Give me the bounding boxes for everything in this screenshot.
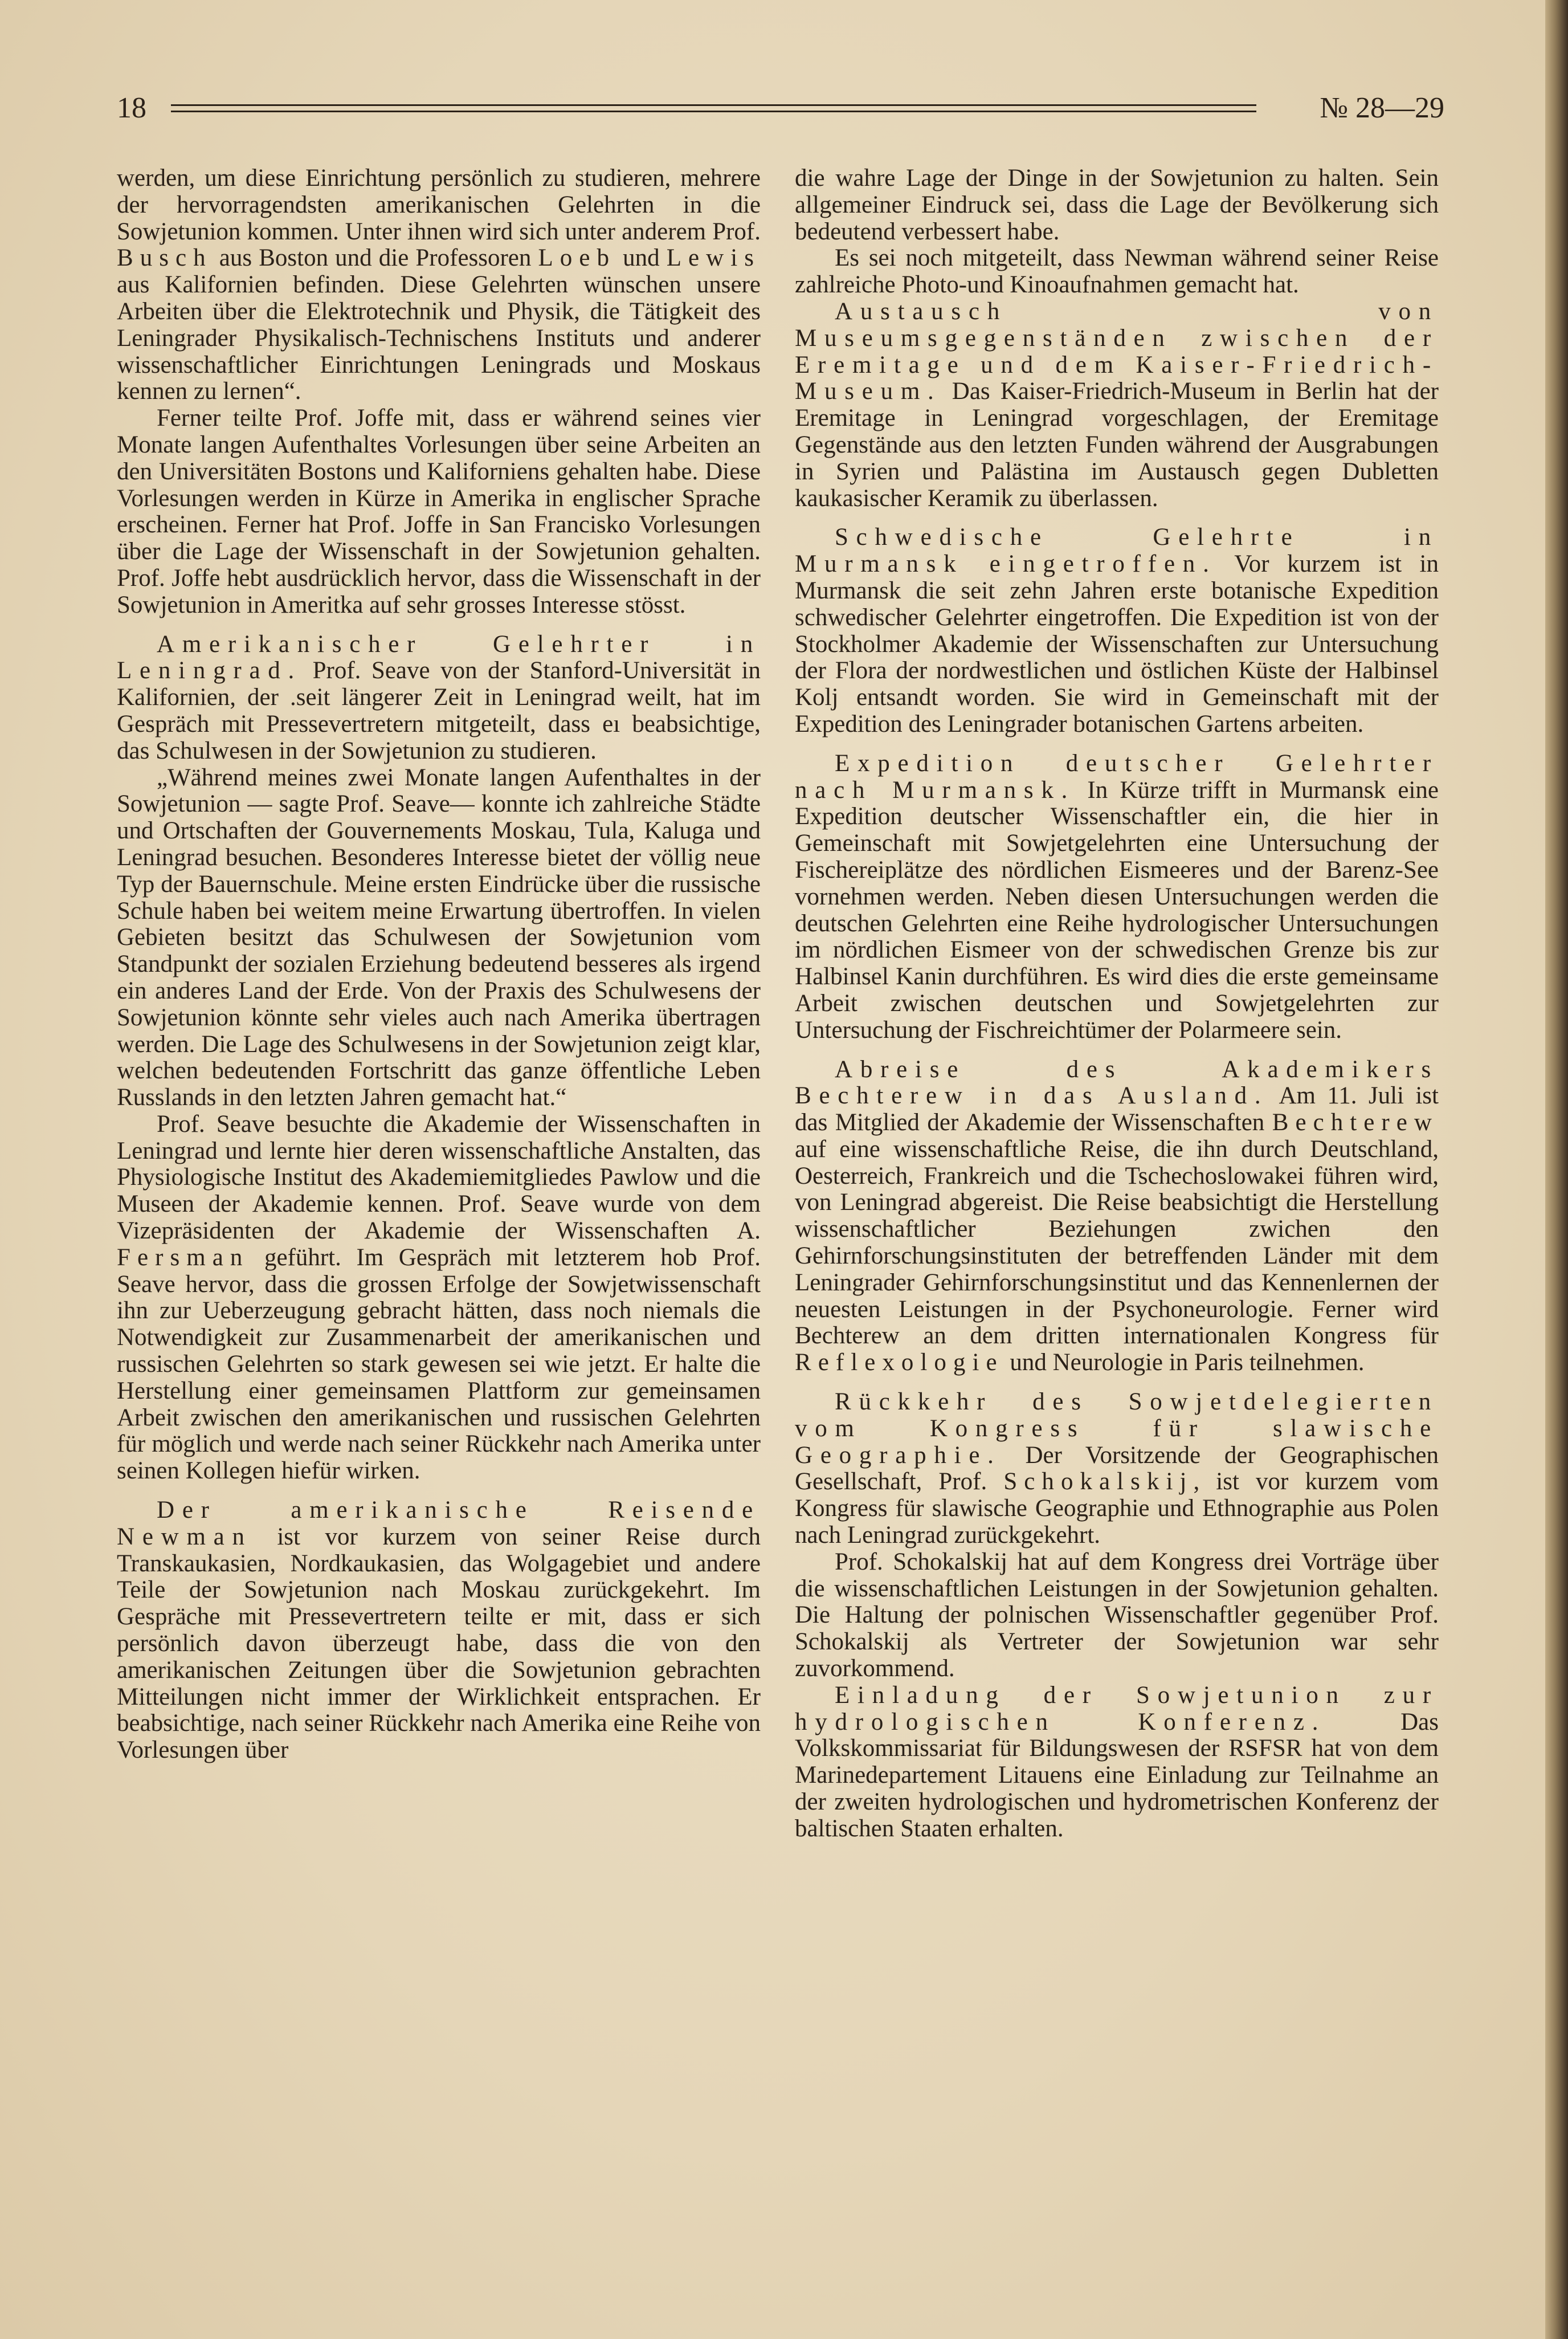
paragraph: werden, um diese Einrichtung persönlich zu studieren, mehrere der hervorragendsten amerikanischen Gelehrten in die Sowjetunion kommen. Unter ihnen wird sich unter anderem Prof. Busch aus Boston und die Professoren Loeb und Lewis aus Kalifornien befinden. Diese Gelehrten wünschen unsere Arbeiten über die Elektrotechnik und Physik, die Tätigkeit des Leningrader Physikalisch-Technischens Instituts und anderer wissenschaftlicher Einrichtungen Leningrads und Moskaus kennen zu lernen“. — [117, 165, 761, 405]
page-edge-shadow — [1545, 0, 1568, 2339]
paragraph: Prof. Seave besuchte die Akademie der Wissenschaften in Leningrad und lernte hier deren wissenschaftliche Anstalten, das Physiologische Institut des Akademiemitgliedes Pawlow und die Museen der Akademie kennen. Prof. Seave wurde von dem Vizepräsidenten der Akademie der Wissenschaften A. Fersman geführt. Im Gespräch mit letzterem hob Prof. Seave hervor, dass die grossen Erfolge der Sowjetwissenschaft ihn zur Ueberzeugung gebracht hätten, dass noch niemals die Notwendigkeit zur Zusammenarbeit der amerikanischen und russischen Gelehrten so stark gewesen sei wie jetzt. Er halte die Herstellung einer gemeinsamen Plattform zur gemeinsamen Arbeit zwischen den amerikanischen und russischen Gelehrten für möglich und werde nach seiner Rückkehr nach Amerika unter seinen Kollegen hiefür wirken. — [117, 1110, 761, 1485]
term: Reflexologie — [795, 1349, 1004, 1376]
news-heading: Austausch von Museumsgegenständen zwischen der Eremitage und dem Kaiser-Friedrich-Museum. — [795, 298, 1439, 405]
page-number: 18 — [117, 92, 146, 124]
person-name: Schokalskij — [1003, 1468, 1194, 1496]
news-heading: Abreise des Akademikers Bechterew in das Ausland. — [795, 1056, 1439, 1110]
header-double-rule — [171, 104, 1256, 112]
news-heading: Expedition deutscher Gelehrter nach Murmansk. — [795, 749, 1439, 804]
paragraph: Prof. Schokalskij hat auf dem Kongress drei Vorträge über die wissenschaftlichen Leistungen in der Sowjetunion gehalten. Die Haltung der polnischen Wissenschaftler gegenüber Prof. Schokalskij als Vertreter der Sowjetunion war sehr zuvorkommend. — [795, 1548, 1439, 1682]
news-item: Schwedische Gelehrte in Murmansk eingetroffen. Vor kurzem ist in Murmansk die seit zehn Jahren erste botanische Expedition schwedischer Gelehrter eingetroffen. Die Expedition ist von der Stockholmer Akademie der Wissenschaften zur Untersuchung der Flora der nordwestlichen und östlichen Küste der Halbinsel Kolj entsandt worden. Sie wird in Gemeinschaft mit der Expedition des Leningrader botanischen Gartens arbeiten. — [795, 524, 1439, 737]
paragraph: Es sei noch mitgeteilt, dass Newman während seiner Reise zahlreiche Photo-und Kinoaufnahmen gemacht hat. — [795, 245, 1439, 299]
page-header — [117, 88, 1444, 128]
right-column — [795, 165, 1439, 1843]
person-name: Lewis — [666, 245, 761, 272]
person-name: Busch — [117, 245, 213, 272]
news-heading: Rückkehr des Sowjetdelegierten vom Kongress für slawische Geographie. — [795, 1388, 1439, 1469]
paragraph: „Während meines zwei Monate langen Aufenthaltes in der Sowjetunion — sagte Prof. Seave— konnte ich zahlreiche Städte und Ortschaften der Gouvernements Moskau, Tula, Kaluga und Leningrad besuchen. Besonderes Interesse bietet der völlig neue Typ der Bauernschule. Meine ersten Eindrücke über die russische Schule haben bei weitem meine Erwartung übertroffen. In vielen Gebieten besitzt das Schulwesen der Sowjetunion vom Standpunkt der sozialen Erziehung bedeutend besseres als irgend ein anderes Land der Erde. Von der Praxis des Schulwesens der Sowjetunion könnte sehr vieles auch nach Amerika übertragen werden. Die Lage des Schulwesens in der Sowjetunion zeigt klar, welchen bedeutenden Fortschritt das ganze öffentliche Leben Russlands in den letzten Jahren gemacht hat.“ — [117, 764, 761, 1111]
paragraph: Ferner teilte Prof. Joffe mit, dass er während seines vier Monate langen Aufenthaltes Vorlesungen über seine Arbeiten an den Universitäten Bostons und Kaliforniens gehalten habe. Diese Vorlesungen werden in Kürze in Amerika in englischer Sprache erscheinen. Ferner hat Prof. Joffe in San Francisko Vorlesungen über die Lage der Wissenschaft in der Sowjetunion gehalten. Prof. Joffe hebt ausdrücklich hervor, dass die Wissenschaft in der Sowjetunion in Ameritka auf sehr grosses Interesse stösst. — [117, 405, 761, 618]
paragraph: die wahre Lage der Dinge in der Sowjetunion zu halten. Sein allgemeiner Eindruck sei, dass die Lage der Bevölkerung sich bedeutend verbessert habe. — [795, 165, 1439, 245]
person-name: Loeb — [538, 245, 616, 272]
news-heading: Schwedische Gelehrte in Murmansk eingetroffen. — [795, 524, 1439, 578]
news-item: Amerikanischer Gelehrter in Leningrad. Prof. Seave von der Stanford-Universität in Kalifornien, der .seit längerer Zeit in Leningrad weilt, hat im Gespräch mit Pressevertretern mitgeteilt, dass eı beabsichtige, das Schulwesen in der Sowjetunion zu studieren. — [117, 630, 761, 764]
person-name: Fersman — [117, 1244, 250, 1271]
news-heading: Einladung der Sowjetunion zur hydrologischen Konferenz. — [795, 1681, 1439, 1735]
news-item: Der amerikanische Reisende Newman ist vor kurzem von seiner Reise durch Transkaukasien, Nordkaukasien, das Wolgagebiet und andere Teile der Sowjetunion nach Moskau zurückgekehrt. Im Gespräche mit Pressevertretern teilte er mit, dass er sich persönlich davon überzeugt habe, dass die von den amerikanischen Zeitungen über die Sowjetunion gebrachten Mitteilungen nicht immer der Wirklichkeit entsprachen. Er beabsichtige, nach seiner Rückkehr nach Amerika eine Reihe von Vorlesungen über — [117, 1497, 761, 1764]
news-item: Einladung der Sowjetunion zur hydrologischen Konferenz. Das Volkskommissariat für Bildungswesen der RSFSR hat von dem Marinedepartement Litauens eine Einladung zur Teilnahme an der zweiten hydrologischen und hydrometrischen Konferenz der baltischen Staaten erhalten. — [795, 1681, 1439, 1842]
issue-number: № 28—29 — [1320, 92, 1444, 124]
news-heading: Amerikanischer Gelehrter in Leningrad. — [117, 630, 761, 684]
person-name: Bechterew — [1272, 1109, 1439, 1136]
news-item: Expedition deutscher Gelehrter nach Murmansk. In Kürze trifft in Murmansk eine Expedition deutscher Wissenschaftler ein, die hier in Gemeinschaft mit Sowjetgelehrten eine Untersuchung der Fischereiplätze des nördlichen Eismeeres und der Barenz-See vornehmen werden. Neben diesen Untersuchungen werden die deutschen Gelehrten eine Reihe hydrologischer Untersuchungen im nördlichen Eismeer von der schwedischen Grenze bis zur Halbinsel Kanin durchführen. Es wird dies die erste gemeinsame Arbeit zwischen deutschen und Sowjetgelehrten zur Untersuchung der Fischreichtümer der Polarmeere sein. — [795, 749, 1439, 1044]
news-item: Austausch von Museumsgegenständen zwischen der Eremitage und dem Kaiser-Friedrich-Museum. Das Kaiser-Friedrich-Museum in Berlin hat der Eremitage in Leningrad vorgeschlagen, der Eremitage Gegenstände aus den letzten Funden während der Ausgrabungen in Syrien und Palästina im Austausch gegen Dubletten kaukasischer Keramik zu überlassen. — [795, 298, 1439, 512]
news-item: Rückkehr des Sowjetdelegierten vom Kongress für slawische Geographie. Der Vorsitzende der Geographischen Gesellschaft, Prof. Schokalskij, ist vor kurzem vom Kongress für slawische Geographie und Ethnographie aus Polen nach Leningrad zurückgekehrt. — [795, 1388, 1439, 1549]
news-item: Abreise des Akademikers Bechterew in das Ausland. Am 11. Juli ist das Mitglied der Akademie der Wissenschaften Bechterew auf eine wissenschaftliche Reise, die ihn durch Deutschland, Oesterreich, Frankreich und die Tschechoslowakei führen wird, von Leningrad abgereist. Die Reise beabsichtigt die Herstellung wissenschaftlicher Beziehungen zwichen den Gehirnforschungsinstituten der betreffenden Länder mit dem Leningrader Gehirnforschungsinstitut und das Kennenlernen der neuesten Leistungen in der Psychoneurologie. Ferner wird Bechterew an dem dritten internationalen Kongress für Reflexologie und Neurologie in Paris teilnehmen. — [795, 1056, 1439, 1376]
left-column — [117, 165, 761, 1764]
news-heading: Der amerikanische Reisende Newman — [117, 1497, 761, 1550]
